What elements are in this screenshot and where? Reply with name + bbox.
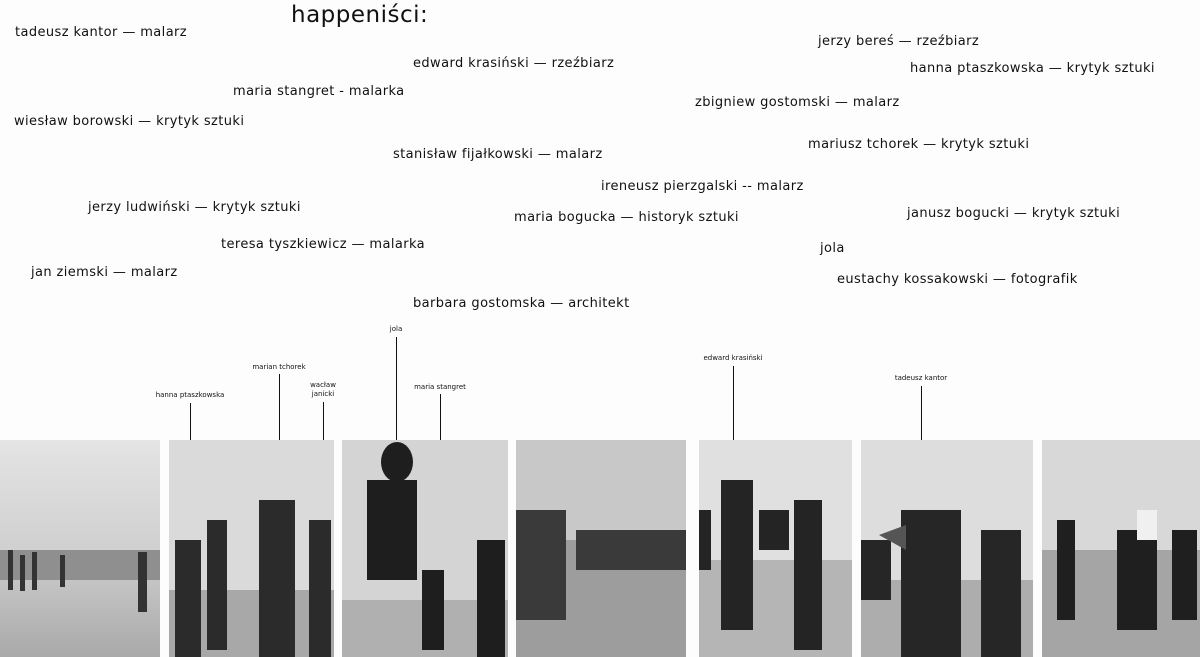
beach-photo: [699, 440, 852, 657]
beach-photo: [1042, 440, 1200, 657]
participant-name: mariusz tchorek — krytyk sztuki: [808, 137, 1030, 152]
participant-name: zbigniew gostomski — malarz: [695, 95, 900, 110]
participant-name: eustachy kossakowski — fotografik: [837, 272, 1078, 287]
beach-photo: [516, 440, 686, 657]
beach-photo: [342, 440, 508, 657]
participant-name: teresa tyszkiewicz — malarka: [221, 237, 426, 252]
photo-label: jola: [389, 325, 403, 333]
photo-label: edward krasiński: [703, 354, 763, 362]
participant-name: jerzy bereś — rzeźbiarz: [818, 34, 980, 49]
photo-label: maria stangret: [414, 383, 466, 391]
participant-name: barbara gostomska — architekt: [413, 296, 630, 311]
participant-name: ireneusz pierzgalski -- malarz: [601, 179, 804, 194]
photo-label: wacław janicki: [310, 381, 336, 398]
beach-photo: [861, 440, 1033, 657]
photo-label: tadeusz kantor: [894, 374, 948, 382]
participant-name: hanna ptaszkowska — krytyk sztuki: [910, 61, 1155, 76]
participant-name: maria bogucka — historyk sztuki: [514, 210, 739, 225]
photo-label: marian tchorek: [252, 363, 306, 371]
participant-name: stanisław fijałkowski — malarz: [393, 147, 603, 162]
participant-name: jan ziemski — malarz: [31, 265, 178, 280]
photo-label: hanna ptaszkowska: [155, 391, 225, 399]
page-heading: happeniści:: [291, 2, 429, 28]
participant-name: tadeusz kantor — malarz: [15, 25, 188, 40]
participant-name: jerzy ludwiński — krytyk sztuki: [88, 200, 301, 215]
participant-name: wiesław borowski — krytyk sztuki: [14, 114, 245, 129]
participant-name: janusz bogucki — krytyk sztuki: [907, 206, 1121, 221]
participant-name: maria stangret - malarka: [233, 84, 405, 99]
beach-photo: [169, 440, 334, 657]
beach-photo: [0, 440, 160, 657]
pointer-line: [396, 337, 397, 445]
participant-name: edward krasiński — rzeźbiarz: [413, 56, 615, 71]
participant-name: jola: [820, 241, 845, 256]
